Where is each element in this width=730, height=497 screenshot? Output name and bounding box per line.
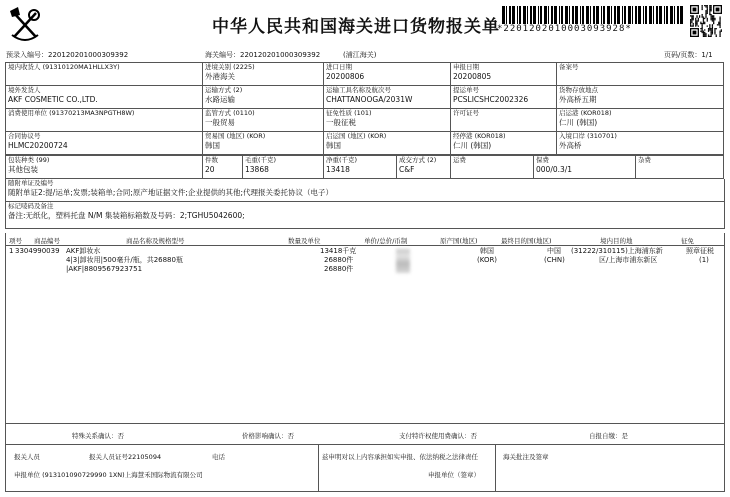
field-label: 贸易国 (地区) (KOR) (205, 132, 266, 140)
field-value: 水路运输 (205, 95, 235, 104)
col-hs-code: 商品编号 (34, 237, 60, 245)
field-value: 一般征税 (326, 118, 356, 127)
field-value: AKF COSMETIC CO.,LTD. (8, 95, 98, 104)
field-cell (203, 86, 324, 109)
pack-type-cell: 包装种类 (99) 其他包装 (6, 156, 203, 179)
self-payment: 自报自缴：是 (589, 432, 628, 440)
field-value: 韩国 (326, 141, 341, 150)
price-impact: 价格影响确认：否 (242, 432, 294, 440)
field-cell (451, 132, 557, 155)
field-cell (557, 109, 724, 132)
col-item-no: 项号 (9, 237, 22, 245)
item-origin-line: (KOR) (477, 256, 498, 264)
field-value: 仁川 (韩国) (453, 141, 492, 150)
documents-section: 随附单证及编号 随附单证2:提/运单;发票;装箱单;合同;原产地证据文件;企业提供的其他;代理报关委托协议（电子） (5, 179, 725, 202)
qr-code (690, 5, 722, 37)
field-cell (6, 86, 203, 109)
field-value: PCSLICSHC2002326 (453, 95, 529, 104)
field-label: 进境关别 (2225) (205, 63, 255, 71)
col-origin: 原产国(地区) (440, 237, 478, 245)
port-note: (浦江海关) (343, 51, 377, 59)
field-label: 申报日期 (453, 63, 479, 71)
col-levy: 征免 (681, 237, 694, 245)
field-label: 启运国 (地区) (KOR) (326, 132, 387, 140)
field-value: 外高桥五期 (559, 95, 597, 104)
item-qty-line: 26880件 (324, 265, 354, 273)
item-qty-line: 26880件 (324, 256, 354, 264)
field-cell (324, 86, 451, 109)
field-cell (203, 63, 324, 86)
field-value: 外高桥 (559, 141, 582, 150)
field-label: 经停港 (KOR018) (453, 132, 506, 140)
misc-fee-cell: 杂费 (636, 156, 724, 179)
field-value: 20200805 (453, 72, 492, 81)
field-cell (203, 109, 324, 132)
field-label: 监管方式 (0110) (205, 109, 255, 117)
declarant-label: 报关人员 (14, 453, 40, 461)
item-dest-line: 中国 (547, 247, 561, 255)
declaration-grid (5, 62, 723, 229)
field-label: 运输方式 (2) (205, 86, 243, 94)
field-cell (6, 63, 203, 86)
package-row-table (5, 155, 724, 179)
item-origin-line: 韩国 (480, 247, 494, 255)
item-name-line: |AKF|8809567923751 (66, 265, 143, 273)
field-label: 征免性质 (101) (326, 109, 372, 117)
item-domestic-line: 区/上海市浦东新区 (599, 256, 658, 264)
field-label: 运输工具名称及航次号 (326, 86, 391, 94)
field-cell (203, 132, 324, 155)
item-dest-line: (CHN) (544, 256, 565, 264)
field-label: 许可证号 (453, 109, 479, 117)
item-levy-line: 照章征税 (686, 247, 714, 255)
field-label: 启运港 (KOR018) (559, 109, 612, 117)
barcode (502, 6, 684, 24)
footer-section (5, 423, 725, 492)
customs-emblem-logo (6, 5, 44, 45)
declarant-cert: 报关人员证号22105094 (89, 453, 162, 461)
field-cell (451, 109, 557, 132)
col-destination: 最终目的国(地区) (501, 237, 552, 245)
field-cell (557, 132, 724, 155)
field-label: 进口日期 (326, 63, 352, 71)
col-quantity: 数量及单位 (288, 237, 321, 245)
special-relation: 特殊关系确认：否 (72, 432, 124, 440)
field-label: 备案号 (559, 63, 579, 71)
legal-statement: 兹申明对以上内容承担如实申报、依法纳税之法律责任 (322, 453, 478, 461)
field-cell (451, 63, 557, 86)
terms-cell: 成交方式 (2) C&F (397, 156, 451, 179)
gross-weight-cell: 毛重(千克) 13868 (243, 156, 324, 179)
field-cell (324, 109, 451, 132)
field-label: 入境口岸 (310701) (559, 132, 617, 140)
barcode-number: *2201202010003093928* (497, 24, 632, 34)
item-no: 1 (9, 247, 14, 255)
field-cell (324, 132, 451, 155)
field-label: 消费使用单位 (91370213MA3NPGTH8W) (8, 109, 135, 117)
header-fields-table (5, 62, 724, 155)
item-levy-line: (1) (699, 256, 709, 264)
field-value: 一般贸易 (205, 118, 235, 127)
field-cell (6, 132, 203, 155)
pieces-cell: 件数 20 (203, 156, 243, 179)
net-weight-cell: 净重(千克) 13418 (324, 156, 397, 179)
applicant-unit: 申报单位 (913101090729990 1XN)上海慧禾国际物流有限公司 (14, 471, 203, 479)
insurance-cell: 保费 000/0.3/1 (534, 156, 636, 179)
page-number: 页码/页数：1/1 (664, 51, 713, 59)
field-cell (6, 109, 203, 132)
phone-label: 电话 (212, 453, 225, 461)
col-domestic-dest: 境内目的地 (600, 237, 633, 245)
field-value: CHATTANOOGA/2031W (326, 95, 413, 104)
field-cell (451, 86, 557, 109)
customs-number: 海关编号：220120201000309392 (205, 51, 321, 59)
item-name-line: 4|3|卸妆用|500毫升/瓶，共26880瓶 (66, 256, 183, 264)
field-cell (324, 63, 451, 86)
applicant-seal: 申报单位（签章） (428, 471, 480, 479)
field-value: 仁川 (韩国) (559, 118, 598, 127)
field-label: 境外发货人 (8, 86, 41, 94)
pre-entry-number: 预录入编号：220120201000309392 (6, 51, 129, 59)
field-label: 货物存放地点 (559, 86, 598, 94)
col-price: 单价/总价/币制 (364, 237, 408, 245)
field-value: 韩国 (205, 141, 220, 150)
field-label: 提运单号 (453, 86, 479, 94)
field-label: 境内收货人 (91310120MA1HLLX3Y) (8, 63, 120, 71)
field-cell (557, 63, 724, 86)
field-value: HLMC20200724 (8, 141, 68, 150)
item-name-line: AKF卸妆水 (66, 247, 101, 255)
redacted-price (396, 249, 410, 273)
form-title: 中华人民共和国海关进口货物报关单 (212, 17, 500, 37)
item-domestic-line: (31222/310115)上海浦东新 (571, 247, 663, 255)
marks-section: 标记唛码及备注 备注:无纸化，塑料托盘 N/M 集装箱标箱数及号码：2;TGHU5042600; (5, 202, 725, 229)
col-goods-name: 商品名称及规格型号 (126, 237, 185, 245)
field-label: 合同协议号 (8, 132, 41, 140)
field-value: 20200806 (326, 72, 365, 81)
item-qty-line: 13418千克 (320, 247, 357, 255)
royalty-payment: 支付特许权使用费确认：否 (399, 432, 477, 440)
freight-cell: 运费 (451, 156, 534, 179)
customs-stamp-label: 海关批注及签章 (503, 453, 549, 461)
field-value: 外港海关 (205, 72, 235, 81)
item-hs-code: 3304990039 (15, 247, 60, 255)
field-cell (557, 86, 724, 109)
goods-items-section (5, 233, 725, 424)
